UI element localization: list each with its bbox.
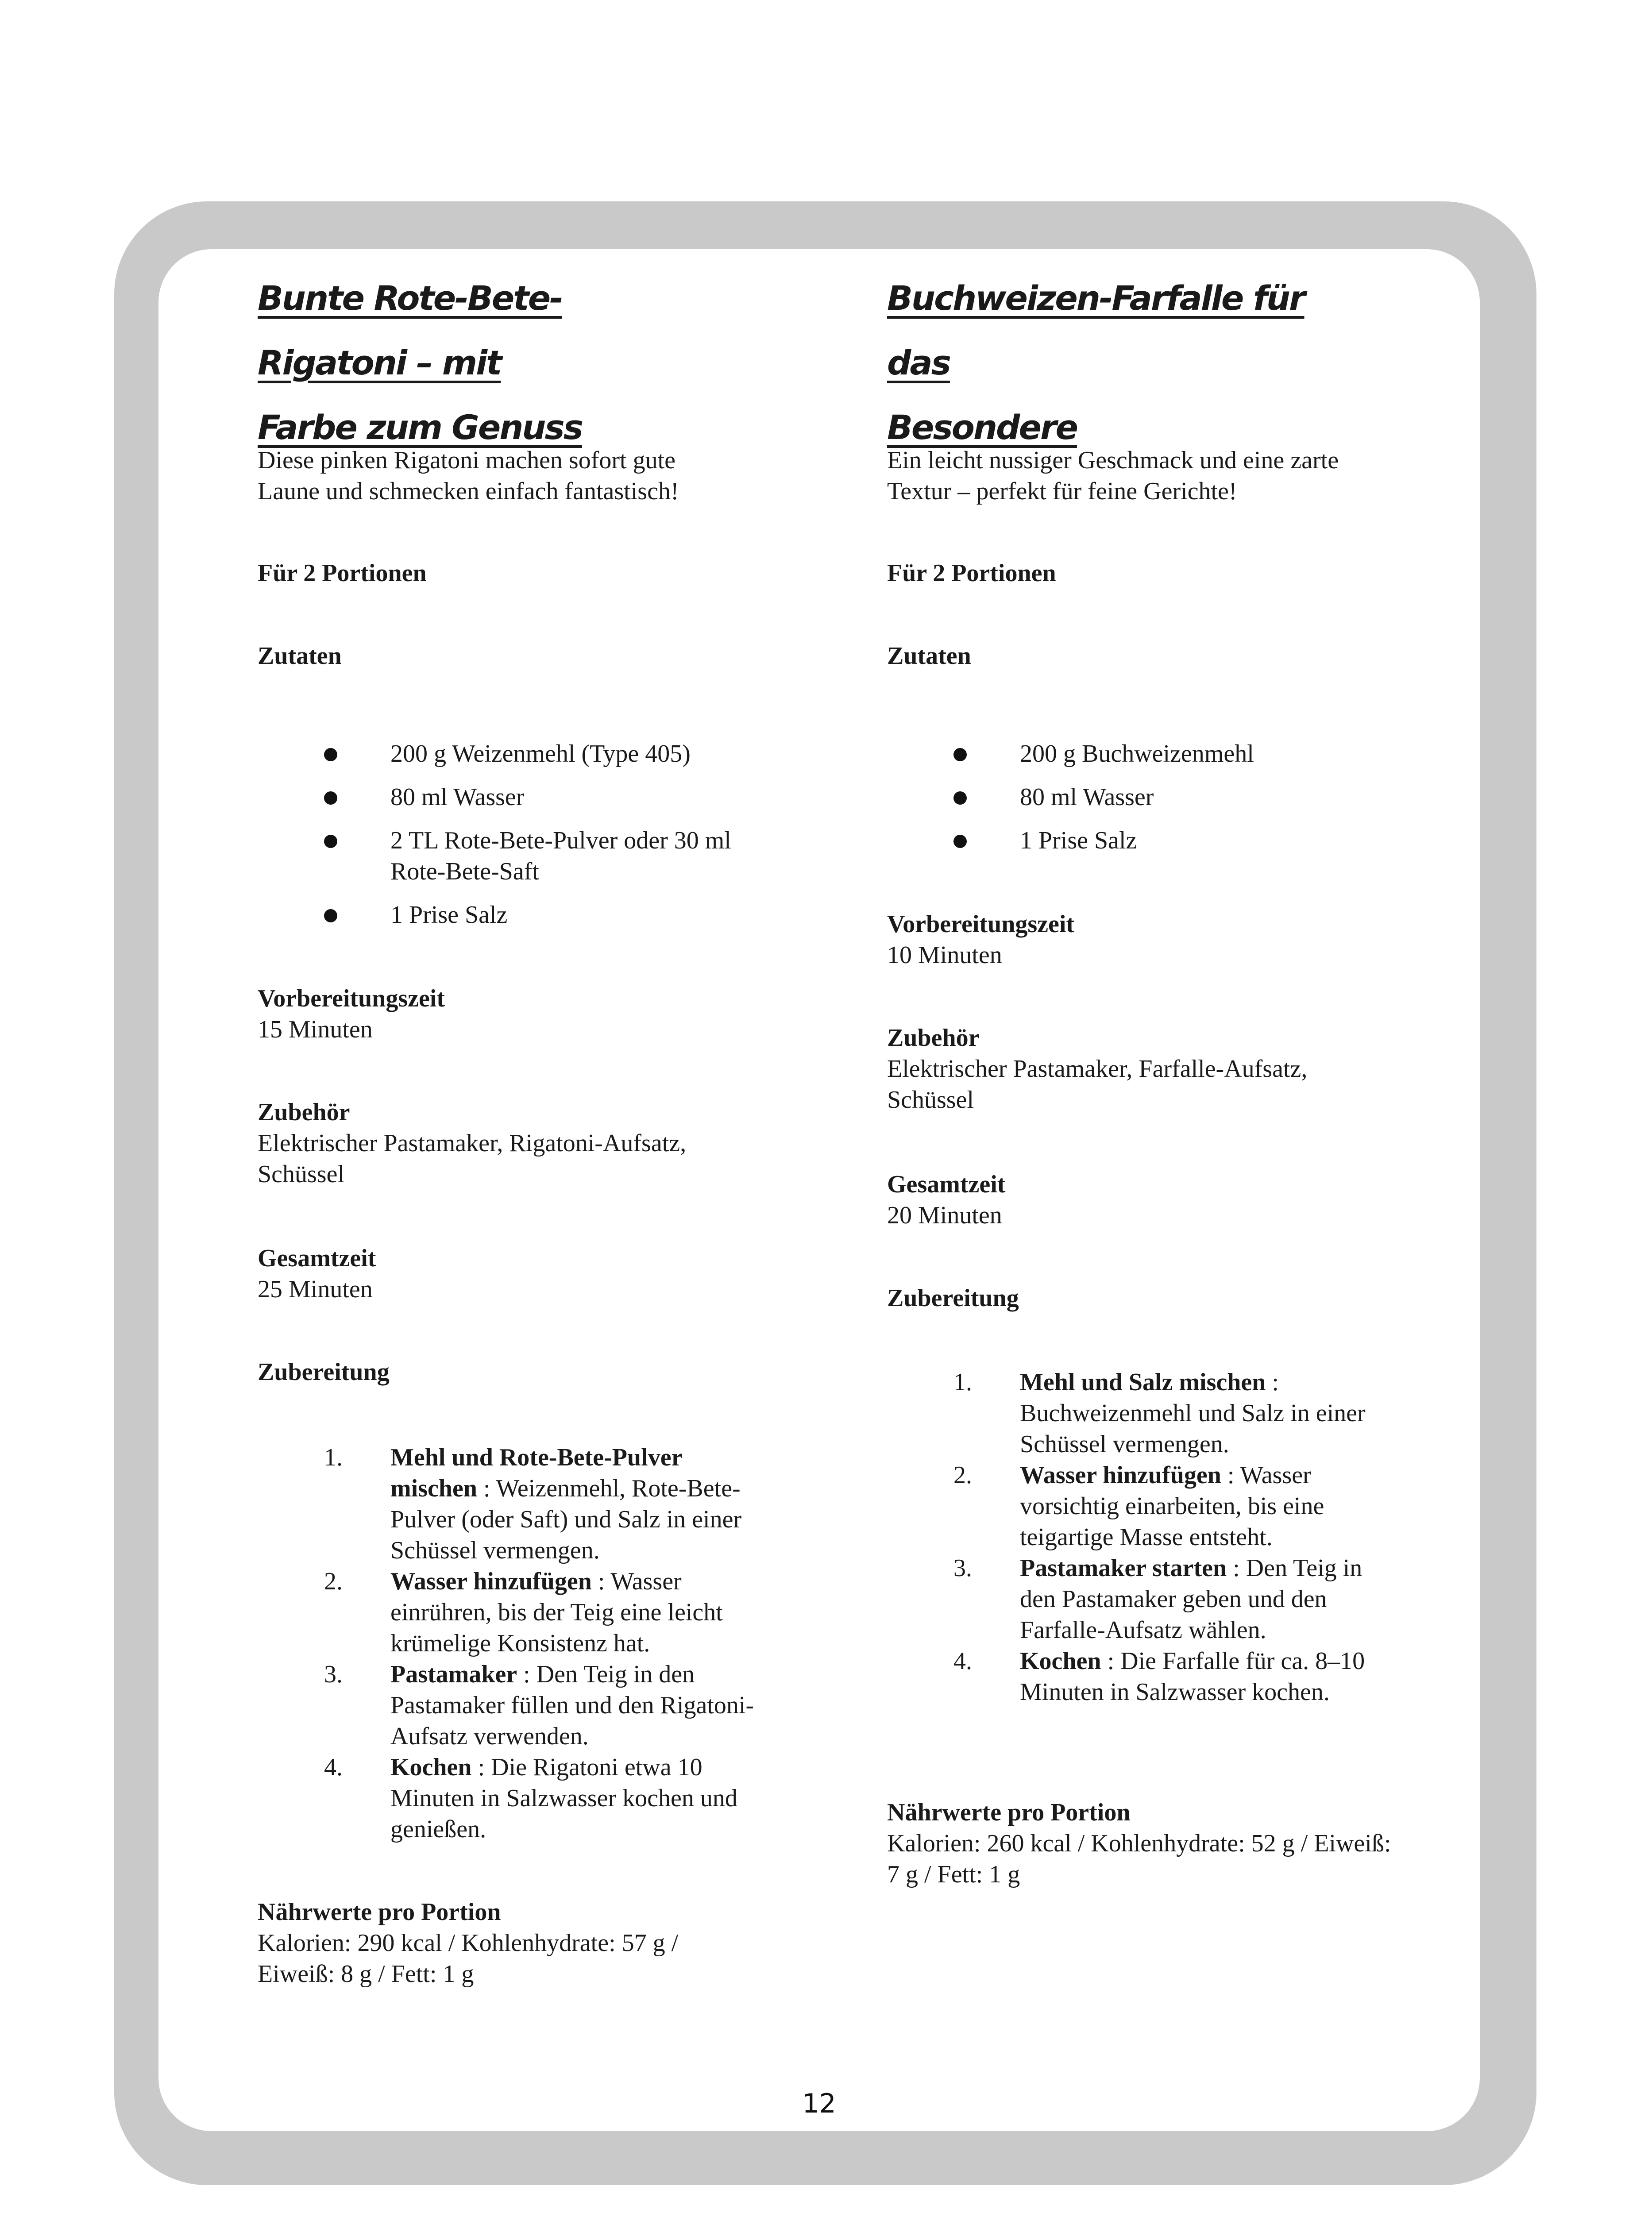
list-item: 1 Prise Salz: [324, 899, 749, 930]
ingredients-list: [324, 738, 749, 943]
steps-heading: Zubereitung: [258, 1358, 390, 1386]
portions-label: Für 2 Portionen: [887, 559, 1056, 587]
step-item: 2. Wasser hinzufügen : Wasser einrühren, bis der Teig eine leicht krümelige Konsistenz hat.: [324, 1568, 723, 1657]
recipe-title-line1: Buchweizen-Farfalle für das: [887, 278, 1305, 382]
prep-time-value: 15 Minuten: [258, 1016, 373, 1043]
tools-value: Elektrischer Pastamaker, Farfalle-Aufsatz, Schüssel: [887, 1055, 1308, 1114]
step-item: 1. Mehl und Salz mischen : Buchweizenmehl und Salz in einer Schüssel vermengen.: [953, 1369, 1366, 1458]
ingredients-heading: Zutaten: [258, 642, 342, 670]
list-item: 80 ml Wasser: [324, 782, 749, 813]
step-item: 4. Kochen : Die Farfalle für ca. 8–10 Minuten in Salzwasser kochen.: [953, 1647, 1365, 1706]
bullet-icon: [953, 835, 967, 848]
tools-value: Elektrischer Pastamaker, Rigatoni-Aufsatz, Schüssel: [258, 1130, 687, 1188]
bullet-icon: [953, 791, 967, 805]
ingredients-list: [953, 738, 1378, 868]
recipe-title-line2: Besondere: [887, 408, 1077, 447]
list-item: 1 Prise Salz: [953, 825, 1378, 856]
recipe-title: [887, 266, 1330, 460]
page-content: [158, 249, 1480, 2131]
tools-label: Zubehör: [887, 1024, 980, 1052]
bullet-icon: [324, 748, 337, 761]
nutrition-label: Nährwerte pro Portion: [258, 1898, 501, 1926]
steps-heading: Zubereitung: [887, 1284, 1019, 1312]
list-item: 200 g Weizenmehl (Type 405): [324, 738, 749, 769]
total-time-value: 25 Minuten: [258, 1276, 373, 1303]
total-time-label: Gesamtzeit: [887, 1171, 1006, 1198]
recipe-intro: Diese pinken Rigatoni machen sofort gute Laune und schmecken einfach fantastisch!: [258, 447, 679, 505]
bullet-icon: [324, 791, 337, 805]
nutrition-value: Kalorien: 260 kcal / Kohlenhydrate: 52 g / Eiweiß: 7 g / Fett: 1 g: [887, 1830, 1391, 1888]
total-time-value: 20 Minuten: [887, 1202, 1002, 1229]
list-item: 200 g Buchweizenmehl: [953, 738, 1378, 769]
nutrition-label: Nährwerte pro Portion: [887, 1799, 1131, 1826]
recipe-title-line2: Farbe zum Genuss: [258, 408, 582, 447]
list-item: 80 ml Wasser: [953, 782, 1378, 813]
bullet-icon: [324, 909, 337, 922]
recipe-intro: Ein leicht nussiger Geschmack und eine zarte Textur – perfekt für feine Gerichte!: [887, 447, 1339, 505]
nutrition-value: Kalorien: 290 kcal / Kohlenhydrate: 57 g / Eiweiß: 8 g / Fett: 1 g: [258, 1929, 679, 1988]
page-number: 12: [802, 2088, 836, 2119]
step-item: 3. Pastamaker starten : Den Teig in den Pastamaker geben und den Farfalle-Aufsatz wählen.: [953, 1554, 1363, 1644]
steps-list: [324, 1442, 762, 1845]
step-item: 1. Mehl und Rote-Bete-Pulver mischen : Weizenmehl, Rote-Bete-Pulver (oder Saft) und Salz in einer Schüssel vermengen.: [324, 1444, 742, 1564]
total-time-label: Gesamtzeit: [258, 1245, 376, 1272]
ingredients-heading: Zutaten: [887, 642, 971, 670]
tools-label: Zubehör: [258, 1099, 350, 1126]
prep-time-value: 10 Minuten: [887, 941, 1002, 969]
recipe-title: [258, 266, 700, 460]
recipe-title-line1: Bunte Rote-Bete-Rigatoni – mit: [258, 278, 562, 382]
tablet-frame: [114, 201, 1536, 2185]
step-item: 4. Kochen : Die Rigatoni etwa 10 Minuten in Salzwasser kochen und genießen.: [324, 1754, 737, 1843]
portions-label: Für 2 Portionen: [258, 559, 427, 587]
steps-list: [953, 1367, 1392, 1708]
bullet-icon: [953, 748, 967, 761]
prep-time-label: Vorbereitungszeit: [258, 985, 445, 1012]
step-item: 2. Wasser hinzufügen : Wasser vorsichtig einarbeiten, bis eine teigartige Masse entsteht.: [953, 1461, 1324, 1551]
list-item: 2 TL Rote-Bete-Pulver oder 30 ml Rote-Bete-Saft: [324, 825, 731, 887]
prep-time-label: Vorbereitungszeit: [887, 910, 1075, 938]
step-item: 3. Pastamaker : Den Teig in den Pastamaker füllen und den Rigatoni-Aufsatz verwenden.: [324, 1661, 754, 1750]
bullet-icon: [324, 835, 337, 848]
